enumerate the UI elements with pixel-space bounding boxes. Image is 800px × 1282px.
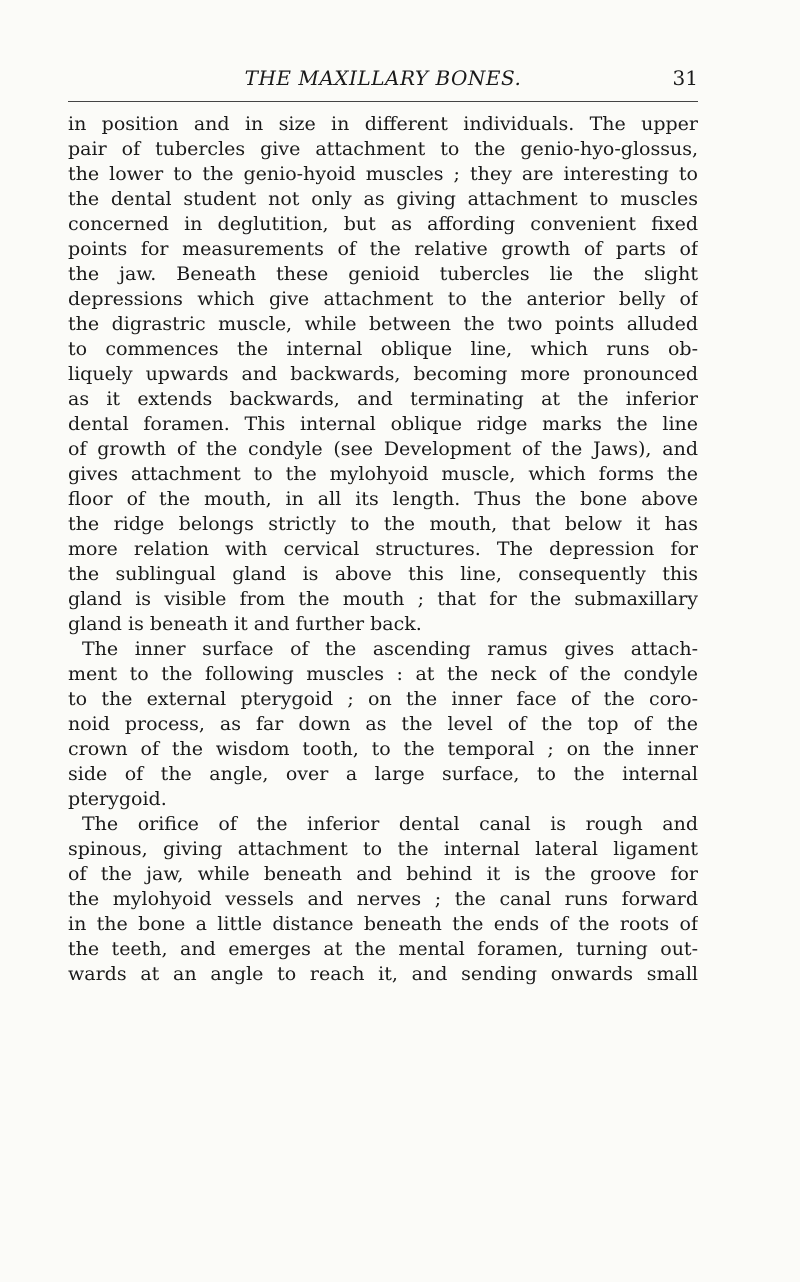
text-line: the jaw. Beneath these genioid tubercles lie the slight xyxy=(68,263,698,285)
text-line: in position and in size in different individuals. The upper xyxy=(68,113,698,135)
paragraph-end-line: pterygoid. xyxy=(68,788,167,810)
text-line: floor of the mouth, in all its length. Thus the bone above xyxy=(68,488,698,510)
header-rule xyxy=(68,101,698,102)
text-line: of the jaw, while beneath and behind it is the groove for xyxy=(68,863,698,885)
text-line: crown of the wisdom tooth, to the temporal ; on the inner xyxy=(68,738,698,760)
text-line: the teeth, and emerges at the mental foramen, turning out- xyxy=(68,938,698,960)
page-header xyxy=(68,66,698,94)
text-line: the lower to the genio-hyoid muscles ; they are interesting to xyxy=(68,163,698,185)
paragraph-start-line: The inner surface of the ascending ramus gives attach- xyxy=(82,638,698,660)
text-line: pair of tubercles give attachment to the genio-hyo-glossus, xyxy=(68,138,698,160)
text-line: liquely upwards and backwards, becoming more pronounced xyxy=(68,363,698,385)
book-page xyxy=(68,0,698,1282)
text-line: as it extends backwards, and terminating at the inferior xyxy=(68,388,698,410)
text-line: dental foramen. This internal oblique ridge marks the line xyxy=(68,413,698,435)
text-line: of growth of the condyle (see Development of the Jaws), and xyxy=(68,438,698,460)
text-line: the mylohyoid vessels and nerves ; the canal runs forward xyxy=(68,888,698,910)
text-line: concerned in deglutition, but as affording convenient fixed xyxy=(68,213,698,235)
body-text xyxy=(68,112,698,987)
text-line: the digrastric muscle, while between the two points alluded xyxy=(68,313,698,335)
paragraph-end-line: gland is beneath it and further back. xyxy=(68,613,422,635)
text-line: gives attachment to the mylohyoid muscle, which forms the xyxy=(68,463,698,485)
text-line: gland is visible from the mouth ; that for the submaxillary xyxy=(68,588,698,610)
page-number: 31 xyxy=(672,66,698,90)
text-line: more relation with cervical structures. The depression for xyxy=(68,538,698,560)
text-line: depressions which give attachment to the anterior belly of xyxy=(68,288,698,310)
text-line: the dental student not only as giving attachment to muscles xyxy=(68,188,698,210)
text-line: in the bone a little distance beneath the ends of the roots of xyxy=(68,913,698,935)
text-line: the sublingual gland is above this line, consequently this xyxy=(68,563,698,585)
text-line: spinous, giving attachment to the internal lateral ligament xyxy=(68,838,698,860)
running-title: THE MAXILLARY BONES. xyxy=(244,66,522,90)
text-line: to commences the internal oblique line, which runs ob- xyxy=(68,338,698,360)
text-line: ment to the following muscles : at the neck of the condyle xyxy=(68,663,698,685)
text-line: wards at an angle to reach it, and sending onwards small xyxy=(68,963,698,985)
text-line: the ridge belongs strictly to the mouth, that below it has xyxy=(68,513,698,535)
text-line: to the external pterygoid ; on the inner face of the coro- xyxy=(68,688,698,710)
text-line: points for measurements of the relative growth of parts of xyxy=(68,238,698,260)
paragraph-start-line: The orifice of the inferior dental canal is rough and xyxy=(82,813,698,835)
text-line: side of the angle, over a large surface, to the internal xyxy=(68,763,698,785)
text-line: noid process, as far down as the level of the top of the xyxy=(68,713,698,735)
